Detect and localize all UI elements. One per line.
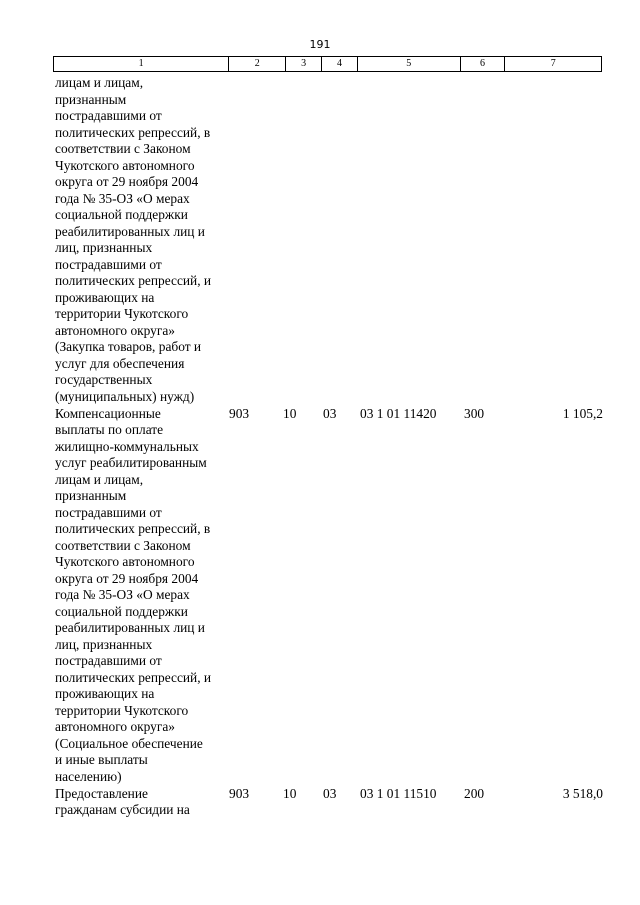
description-line: лиц, признанных: [55, 240, 153, 255]
description-line: социальной поддержки: [55, 603, 188, 619]
description-line: автономного округа»: [55, 719, 175, 734]
cell-target-article: 03 1 01 11510: [360, 785, 437, 801]
description-line: проживающих на: [55, 686, 155, 701]
description-line: территории Чукотского: [55, 306, 189, 321]
row-description: [55, 75, 235, 405]
description-line: (Закупка товаров, работ и: [55, 339, 202, 354]
row-description: [55, 406, 235, 786]
header-col-2: 2: [229, 57, 286, 71]
cell-section: 10: [283, 405, 297, 421]
description-line: соответствии с Законом: [55, 537, 191, 553]
description-line: политических репрессий, в: [55, 521, 211, 536]
description-line: услуг реабилитированным: [55, 455, 207, 470]
cell-expense-type: 300: [464, 405, 485, 421]
cell-ministry: 903: [229, 405, 250, 421]
description-line: (Социальное обеспечение: [55, 735, 203, 751]
header-col-5: 5: [358, 57, 461, 71]
description-line: лиц, признанных: [55, 636, 153, 652]
description-line: политических репрессий, и: [55, 273, 212, 288]
description-line: выплаты по оплате: [55, 422, 164, 437]
description-line: населению): [55, 768, 122, 784]
description-line: автономного округа»: [55, 322, 175, 338]
header-col-4: 4: [322, 57, 358, 71]
description-line: пострадавшими от: [55, 653, 162, 668]
cell-ministry: 903: [229, 785, 250, 801]
description-line: политических репрессий, в: [55, 124, 211, 140]
description-line: пострадавшими от: [55, 256, 162, 272]
description-line: лицам и лицам,: [55, 75, 144, 90]
description-line: (муниципальных) нужд): [55, 388, 195, 404]
description-line: реабилитированных лиц и: [55, 223, 205, 239]
description-line: гражданам субсидии на: [55, 802, 190, 817]
description-line: Предоставление: [55, 785, 148, 801]
header-col-6: 6: [461, 57, 506, 71]
cell-amount: 3 518,0: [562, 785, 603, 801]
description-line: года № 35-ОЗ «О мерах: [55, 190, 190, 206]
cell-expense-type: 200: [464, 785, 485, 801]
description-line: пострадавшими от: [55, 504, 162, 520]
header-col-1: 1: [54, 57, 229, 71]
description-line: жилищно-коммунальных: [55, 438, 199, 454]
page-number: 191: [309, 38, 331, 51]
description-line: пострадавшими от: [55, 108, 162, 123]
cell-section: 10: [283, 785, 297, 801]
cell-subsection: 03: [323, 785, 337, 801]
description-line: признанным: [55, 91, 127, 107]
description-line: округа от 29 ноября 2004: [55, 570, 199, 586]
description-line: территории Чукотского: [55, 702, 189, 718]
header-col-7: 7: [550, 58, 556, 69]
header-col-3: 3: [286, 57, 322, 71]
description-line: государственных: [55, 372, 153, 387]
description-line: признанным: [55, 488, 127, 503]
description-line: округа от 29 ноября 2004: [55, 174, 199, 189]
description-line: Компенсационные: [55, 405, 161, 421]
cell-subsection: 03: [323, 405, 337, 421]
description-line: политических репрессий, и: [55, 669, 212, 685]
description-line: и иные выплаты: [55, 752, 148, 767]
row-description: [55, 786, 235, 819]
table-header: [53, 56, 602, 72]
cell-target-article: 03 1 01 11420: [360, 405, 437, 421]
description-line: соответствии с Законом: [55, 141, 191, 156]
description-line: года № 35-ОЗ «О мерах: [55, 587, 190, 602]
description-line: проживающих на: [55, 289, 155, 305]
description-line: лицам и лицам,: [55, 471, 144, 487]
description-line: Чукотского автономного: [55, 157, 195, 173]
description-line: услуг для обеспечения: [55, 355, 185, 371]
description-line: реабилитированных лиц и: [55, 620, 205, 635]
description-line: социальной поддержки: [55, 207, 188, 222]
description-line: Чукотского автономного: [55, 554, 195, 569]
cell-amount: 1 105,2: [562, 405, 603, 421]
